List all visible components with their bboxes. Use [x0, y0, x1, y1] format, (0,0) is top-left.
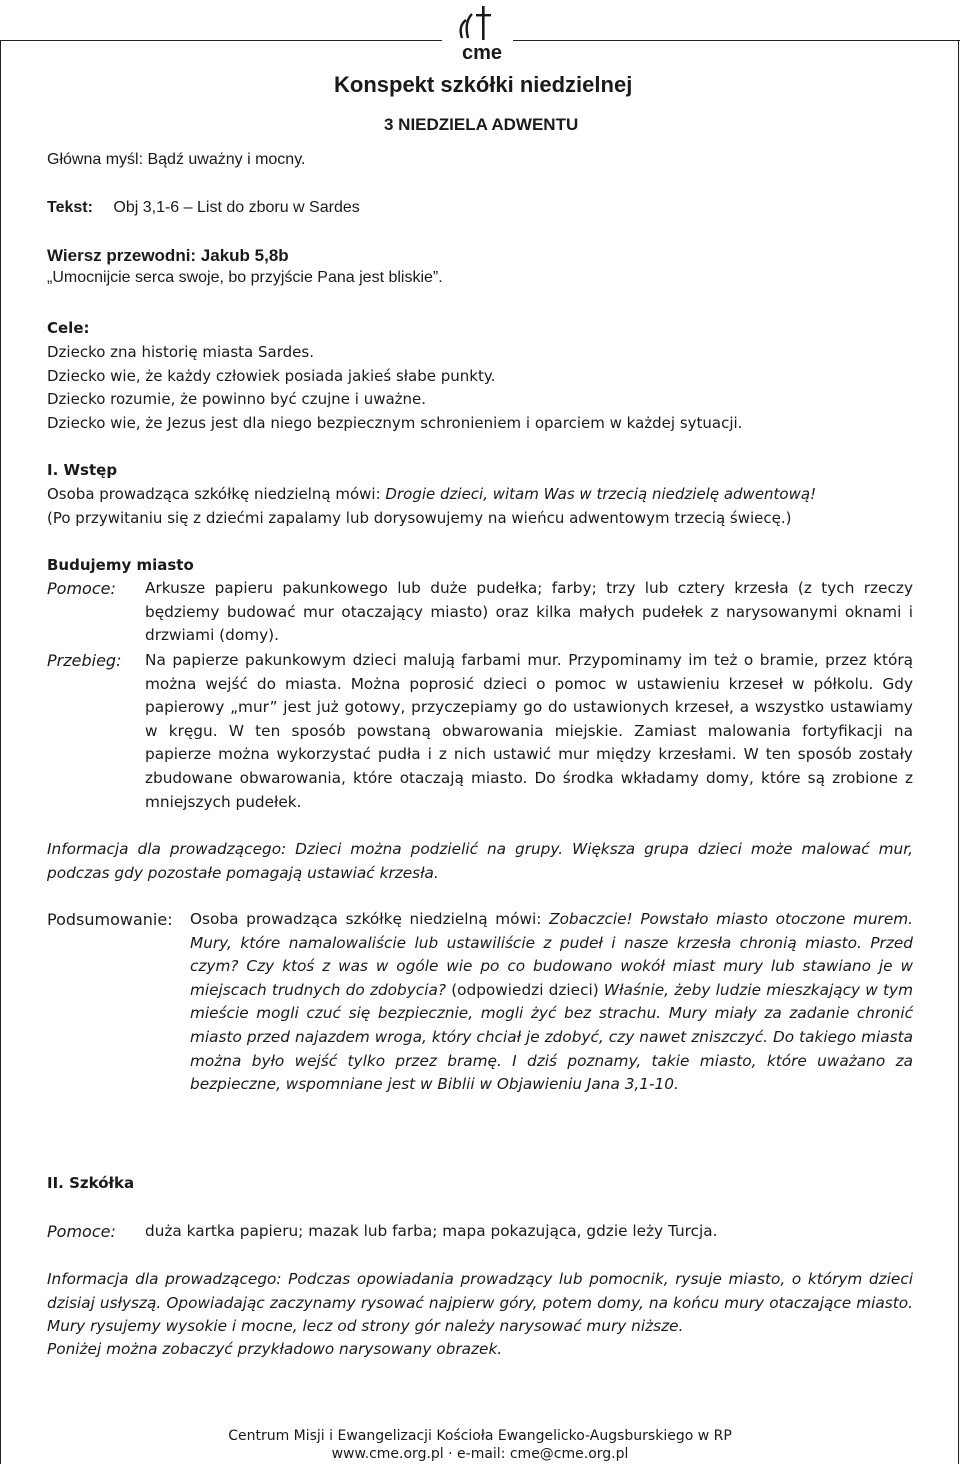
summary-italic-1: Zobaczcie! Powstało miasto otoczone murem. Mury, które namalowaliście lub ustawiliście z pudeł i nasze krzesła chronią miasto. Przed czym? Czy ktoś z was w ogóle wie po co budowano wokół miast mury lub stawiano je w miejscach trudnych do zdobycia?	[190, 910, 914, 999]
summary-plain-2: (odpowiedzi dzieci)	[445, 980, 604, 999]
page-border-left	[0, 40, 1, 1464]
intro-instruction: (Po przywitaniu się z dziećmi zapalamy lub dorysowujemy na wieńcu adwentowym trzecią świecę.)	[47, 509, 792, 527]
intro-greeting	[47, 484, 816, 504]
main-thought: Główna myśl: Bądź uważny i mocny.	[47, 151, 306, 168]
school-info: Informacja dla prowadzącego: Podczas opowiadania prowadzący lub pomocnik, rysuje miasto, o którym dzieci dzisiaj usłyszą. Opowiadając zaczynamy rysować najpierw góry, potem domy, na końcu mury otaczające miasto. Mury rysujemy wysokie i mocne, lecz od strony gór należy narysować mury niższe.	[47, 1270, 913, 1336]
text-reference	[47, 198, 360, 218]
course-text: Na papierze pakunkowym dzieci malują farbami mur. Przypominamy im też o bramie, przez którą można wejść do miasta. Można poprosić dzieci o pomoc w ustawieniu krzeseł w półkolu. Gdy papierowy „mur” jest już gotowy, przyczepiamy go do ustawionych krzeseł, a wszystko ustawiamy w kręgu. W ten sposób powstaną obwarowania miejskie. Zamiast malowania fortyfikacji na papierze można wykorzystać pudła i z nich ustawić mur między krzesłami. W ten sposób zostały zbudowane obwarowania, które otaczają miasto. Do środka wkładamy domy, które są zrobione z mniejszych pudełek.	[145, 651, 913, 811]
text-value: Obj 3,1-6 – List do zboru w Sardes	[113, 199, 360, 216]
intro-greeting-plain: Osoba prowadząca szkółkę niedzielną mówi:	[47, 485, 386, 503]
summary-plain-1: Osoba prowadząca szkółkę niedzielną mówi:	[190, 910, 550, 928]
page-border-right	[958, 40, 959, 1464]
section-heading-intro: I. Wstęp	[47, 461, 118, 479]
goal-item: Dziecko zna historię miasta Sardes.	[47, 343, 314, 361]
header-rule-right	[513, 40, 960, 41]
logo-text: cme	[462, 42, 503, 64]
summary-label: Podsumowanie:	[47, 910, 173, 929]
verse-title: Wiersz przewodni: Jakub 5,8b	[47, 246, 289, 265]
page-subtitle: 3 NIEDZIELA ADWENTU	[384, 115, 579, 134]
page-title: Konspekt szkółki niedzielnej	[334, 72, 633, 97]
footer-contact: www.cme.org.pl · e-mail: cme@cme.org.pl	[331, 1446, 629, 1462]
header-rule-left	[0, 40, 442, 41]
school-aids-text: duża kartka papieru; mazak lub farba; mapa pokazująca, gdzie leży Turcja.	[145, 1222, 718, 1240]
goal-item: Dziecko rozumie, że powinno być czujne i uważne.	[47, 390, 427, 408]
intro-greeting-italic: Drogie dzieci, witam Was w trzecią niedzielę adwentową!	[385, 485, 817, 503]
section-heading-school: II. Szkółka	[47, 1174, 135, 1192]
section-heading-building: Budujemy miasto	[47, 556, 194, 574]
school-aids-label: Pomoce:	[47, 1222, 116, 1241]
building-info: Informacja dla prowadzącego: Dzieci można podzielić na grupy. Większa grupa dzieci może malować mur, podczas gdy pozostałe pomagają ustawiać krzesła.	[47, 840, 913, 882]
summary-text	[190, 908, 913, 1097]
goal-item: Dziecko wie, że każdy człowiek posiada jakieś słabe punkty.	[47, 367, 496, 385]
aids-label: Pomoce:	[47, 579, 116, 598]
course-label: Przebieg:	[47, 651, 122, 670]
verse-text: „Umocnijcie serca swoje, bo przyjście Pana jest bliskie”.	[47, 269, 443, 286]
footer-organization: Centrum Misji i Ewangelizacji Kościoła Ewangelicko-Augsburskiego w RP	[228, 1428, 732, 1444]
aids-text: Arkusze papieru pakunkowego lub duże pudełka; farby; trzy lub cztery krzesła (z tych rzeczy będziemy budować mur otaczający miasto) oraz kilka małych pudełek z narysowanymi oknami i drzwiami (domy).	[145, 579, 913, 645]
summary-italic-2: Właśnie, żeby ludzie mieszkający w tym mieście mogli czuć się bezpiecznie, mogli żyć bez strachu. Mury miały za zadanie chronić miasto przed najazdem wroga, który chciał je zdobyć, czy nawet zniszczyć. Do takiego miasta można było wejść tylko przez bramę. I dziś poznamy, takie miasto, które uważano za bezpieczne, wspomniane jest w Biblii w Objawieniu Jana 3,1-10.	[190, 980, 913, 1094]
goal-item: Dziecko wie, że Jezus jest dla niego bezpiecznym schronieniem i oparciem w każdej sytuacji.	[47, 414, 743, 432]
text-label: Tekst:	[47, 199, 93, 216]
goals-label: Cele:	[47, 319, 90, 337]
school-info-last: Poniżej można zobaczyć przykładowo narysowany obrazek.	[47, 1340, 503, 1358]
